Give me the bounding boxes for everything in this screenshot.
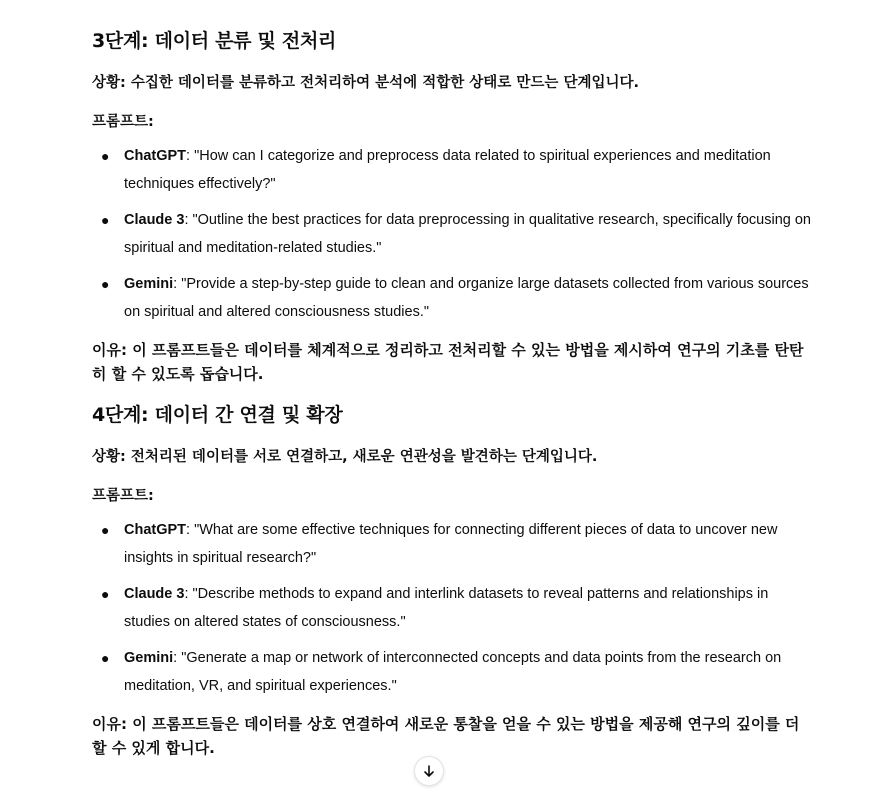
step-3-section [92,26,812,386]
list-item: ● Gemini: "Generate a map or network of interconnected concepts and data points from the research on meditation, VR, and spiritual experiences." [92,644,812,700]
step-3-heading: 3단계: 데이터 분류 및 전처리 [92,30,337,52]
step-4-section [92,400,812,760]
scroll-to-bottom-button[interactable] [414,756,444,786]
bullet-icon: ● [101,650,110,666]
step-4-situation: 상황: 전처리된 데이터를 서로 연결하고, 새로운 연관성을 발견하는 단계입니다. [92,449,598,465]
bullet-icon: ● [101,212,110,228]
step-4-prompt-list [92,516,812,700]
list-item: ● Claude 3: "Outline the best practices for data preprocessing in qualitative research, specifically focusing on spiritual and meditation-related studies." [92,206,812,262]
step-4-prompt-label: 프롬프트: [92,488,154,504]
step-3-reason: 이유: 이 프롬프트들은 데이터를 체계적으로 정리하고 전처리할 수 있는 방법을 제시하여 연구의 기초를 탄탄히 할 수 있도록 돕습니다. [92,341,804,383]
step-3-prompt-label: 프롬프트: [92,114,154,130]
step-4-reason: 이유: 이 프롬프트들은 데이터를 상호 연결하여 새로운 통찰을 얻을 수 있는 방법을 제공해 연구의 깊이를 더할 수 있게 합니다. [92,715,800,757]
bullet-icon: ● [101,522,110,538]
step-3-prompt-list [92,142,812,326]
list-item: ● Gemini: "Provide a step-by-step guide to clean and organize large datasets collected from various sources on spiritual and altered consciousness studies." [92,270,812,326]
list-item: ● Claude 3: "Describe methods to expand and interlink datasets to reveal patterns and relationships in studies on altered states of consciousness." [92,580,812,636]
step-3-situation: 상황: 수집한 데이터를 분류하고 전처리하여 분석에 적합한 상태로 만드는 단계입니다. [92,75,639,91]
step-4-heading: 4단계: 데이터 간 연결 및 확장 [92,404,343,426]
message-content [92,26,812,760]
bullet-icon: ● [101,276,110,292]
arrow-down-icon [422,764,436,778]
bullet-icon: ● [101,148,110,164]
list-item: ● ChatGPT: "What are some effective techniques for connecting different pieces of data to uncover new insights in spiritual research?" [92,516,812,572]
bullet-icon: ● [101,586,110,602]
list-item: ● ChatGPT: "How can I categorize and preprocess data related to spiritual experiences and meditation techniques effectively?" [92,142,812,198]
